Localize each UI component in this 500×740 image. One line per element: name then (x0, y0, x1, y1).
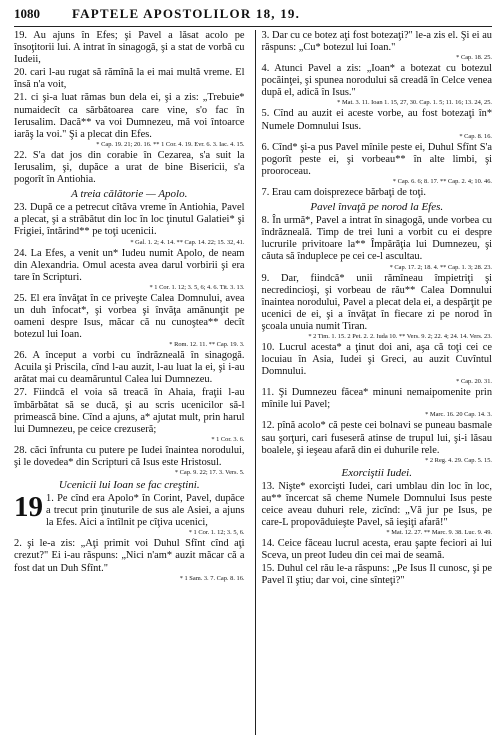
cross-reference: * Cap. 19. 21; 20. 16. ** 1 Cor. 4. 19. Evr. 6. 3. Iac. 4. 15. (96, 140, 245, 148)
section-heading: A treia călătorie — Apolo. (71, 188, 188, 201)
verse-19-11: 11. Şi Dumnezeu făcea* minuni nemaipomenite prin mînile lui Pavel; (261, 387, 493, 411)
verse-18-23: 23. După ce a petrecut cîtăva vreme în Antiohia, Pavel a plecat, şi a străbătut din loc în loc ţinutul Galatiei* şi Frigiei, întărind** pe toţi ucenicii. (14, 202, 245, 238)
chapter-dropcap: 19 (14, 491, 43, 524)
verse-19-12: 12. pînă acolo* că peste cei bolnavi se puneau basmale sau şorţuri, cari fuseseră atinse de trupul lui, şi-i lăsau boalele, şi ieşeau afară din ei duhurile rele. (261, 420, 493, 456)
cross-reference: * 1 Cor. 3. 6. (211, 435, 245, 443)
section-heading: Pavel învaţă pe norod la Efes. (310, 201, 444, 214)
cross-reference: * Cap. 8. 16. (459, 132, 493, 140)
page-header (14, 6, 492, 27)
verse-18-26: 26. A început a vorbi cu îndrăzneală în sinagogă. Acuila şi Priscila, cînd l-au auzit, l-au luat la ei, şi i-au arătat mai cu deamăruntul Calea lui Dumnezeu. (14, 350, 245, 386)
running-title: FAPTELE APOSTOLILOR 18, 19. (72, 6, 301, 21)
cross-reference: * Rom. 12. 11. ** Cap. 19. 3. (169, 341, 245, 349)
cross-reference: * Marc. 16. 20 Cap. 14. 3. (425, 411, 493, 419)
verse-19-6: 6. Cînd* şi-a pus Pavel mînile peste ei, Duhul Sfînt S'a pogorît peste ei, şi vorbeau** în alte limbi, şi prooroceau. (261, 141, 493, 177)
verse-19-7: 7. Erau cam doisprezece bărbaţi de toţi. (261, 186, 426, 198)
cross-reference: * Gal. 1. 2; 4. 14. ** Cap. 14. 22; 15. 32, 41. (130, 238, 245, 246)
verse-18-28: 28. căci înfrunta cu putere pe Iudei înaintea norodului, şi le dovedea* din Scripturi că Isus este Hristosul. (14, 444, 245, 468)
cross-reference: * Cap. 9. 22; 17. 3. Vers. 5. (174, 469, 245, 476)
verse-19-1-text: 1. Pe cînd era Apolo* în Corint, Pavel, dupăce a trecut prin ţinuturile de sus ale Asiei, a ajuns la Efes. Aici a întîlnit pe cîţiva ucenici, (46, 493, 245, 529)
left-column (14, 30, 250, 735)
verse-19-9: 9. Dar, fiindcă* unii rămîneau împietriţi şi necredincioşi, şi vorbeau de rău** Calea Domnului înaintea norodului, Pavel a plecat dela ei, a despărţit pe ucenici de ei, şi a învăţat în fiecare zi pe norod în şcoala unuia numit Tiran. (261, 272, 493, 332)
cross-reference: * Cap. 20. 31. (456, 378, 493, 386)
cross-reference: * Mat. 3. 11. Ioan 1. 15, 27, 30. Cap. 1. 5; 11. 16; 13. 24, 25. (337, 99, 493, 107)
cross-reference: * Cap. 6. 6; 8. 17. ** Cap. 2. 4; 10. 46. (392, 177, 493, 185)
verse-19-13: 13. Nişte* exorcişti Iudei, cari umblau din loc în loc, au** încercat să cheme Numele Domnului Isus peste ceice aveau duhuri rele, zicînd: „Vă jur pe Isus, pe care-L propovăduieşte Pavel, să ieşiţi afară!" (261, 480, 493, 529)
verse-18-19: 19. Au ajuns în Efes; şi Pavel a lăsat acolo pe însoţitorii lui. A intrat în sinagogă, şi a stat de vorbă cu Iudeii, (14, 30, 245, 66)
verse-18-25: 25. El era învăţat în ce priveşte Calea Domnului, avea un duh înfocat*, şi vorbea şi învăţa amănunţit pe oameni despre Isus, măcar că nu cunoştea** decît botezul lui Ioan. (14, 292, 245, 341)
section-heading: Exorciştii Iudei. (341, 466, 412, 479)
verse-18-24: 24. La Efes, a venit un* Iudeu numit Apolo, de neam din Alexandria. Omul acesta avea darul vorbirii şi era tare în Scripturi. (14, 247, 245, 283)
page-number: 1080 (14, 6, 40, 21)
cross-reference: * 1 Cor. 1. 12; 3. 5, 6. (188, 529, 245, 537)
two-column-body (14, 30, 492, 735)
verse-19-14: 14. Ceice făceau lucrul acesta, erau şapte feciori ai lui Sceva, un preot Iudeu din cei mai de seamă. (261, 538, 493, 562)
verse-19-5: 5. Cînd au auzit ei aceste vorbe, au fost botezaţi în* Numele Domnului Isus. (261, 108, 493, 132)
verse-19-15: 15. Duhul cel rău le-a răspuns: „Pe Isus Il cunosc, şi pe Pavel îl ştiu; dar voi, cine sînteţi?" (261, 563, 493, 587)
verse-19-4: 4. Atunci Pavel a zis: „Ioan* a botezat cu botezul pocăinţei, şi spunea norodului să creadă în Celce venea după el, adică în Isus." (261, 63, 493, 99)
verse-19-1 (14, 493, 245, 529)
cross-reference: * 2 Tim. 1. 15. 2 Pet. 2. 2. Iuda 10. ** Vers. 9. 2; 22. 4; 24. 14. Vers. 23. (308, 332, 493, 340)
verse-19-8: 8. În urmă*, Pavel a intrat în sinagogă, unde vorbea cu îndrăzneală. Timp de trei luni a vorbit cu ei despre lucrurile privitoare la** Împărăţia lui Dumnezeu, şi căuta să înduplece pe cei ce-l ascultau. (261, 215, 493, 263)
cross-reference: * 1 Sam. 3. 7. Cap. 8. 16. (179, 574, 245, 582)
cross-reference: * 1 Cor. 1. 12; 3. 5, 6; 4. 6. Tit. 3. 13. (149, 283, 245, 291)
verse-18-27: 27. Fiindcă el voia să treacă în Ahaia, fraţii l-au îmbărbătat să se ducă, şi au scris ucenicilor să-l primească bine. Cînd a ajuns, a* ajutat mult, prin harul lui Dumnezeu, pe ceice crezuseră; (14, 387, 245, 435)
verse-18-20: 20. cari l-au rugat să rămînă la ei mai multă vreme. El însă n'a voit, (14, 67, 245, 91)
cross-reference: * Cap. 17. 2; 18. 4. ** Cap. 1. 3; 28. 23. (389, 263, 493, 271)
verse-18-21: 21. ci şi-a luat rămas bun dela ei, şi a zis: „Trebuie* numaidecît ca sărbătoarea care vine, s'o fac în Ierusalim. Dacă** va voi Dumnezeu, mă voi întoarce iarăş la voi." Şi a plecat din Efes. (14, 92, 245, 140)
right-column (261, 30, 493, 735)
verse-19-2: 2. şi le-a zis: „Aţi primit voi Duhul Sfînt cînd aţi crezut?" Ei i-au răspuns: „Nici n'am* auzit măcar că a fost dat un Duh Sfînt." (14, 538, 245, 574)
verse-18-22: 22. S'a dat jos din corabie în Cezarea, s'a suit la Ierusalim, şi, dupăce a urat de bine Bisericii, s'a pogorît în Antiohia. (14, 149, 245, 186)
cross-reference: * Cap. 18. 25. (456, 54, 493, 62)
cross-reference: * 2 Reg. 4. 29. Cap. 5. 15. (425, 456, 493, 464)
column-divider (255, 30, 256, 735)
verse-19-3: 3. Dar cu ce botez aţi fost botezaţi?" le-a zis el. Şi ei au răspuns: „Cu* botezul lui Ioan." (261, 30, 493, 54)
verse-19-10: 10. Lucrul acesta* a ţinut doi ani, aşa că toţi cei ce locuiau în Asia, Iudei şi Greci, au auzit Cuvîntul Domnului. (261, 341, 493, 378)
section-heading: Ucenicii lui Ioan se fac creştini. (58, 479, 200, 491)
cross-reference: * Mat. 12. 27. ** Marc. 9. 38. Luc. 9. 49. (386, 529, 493, 537)
